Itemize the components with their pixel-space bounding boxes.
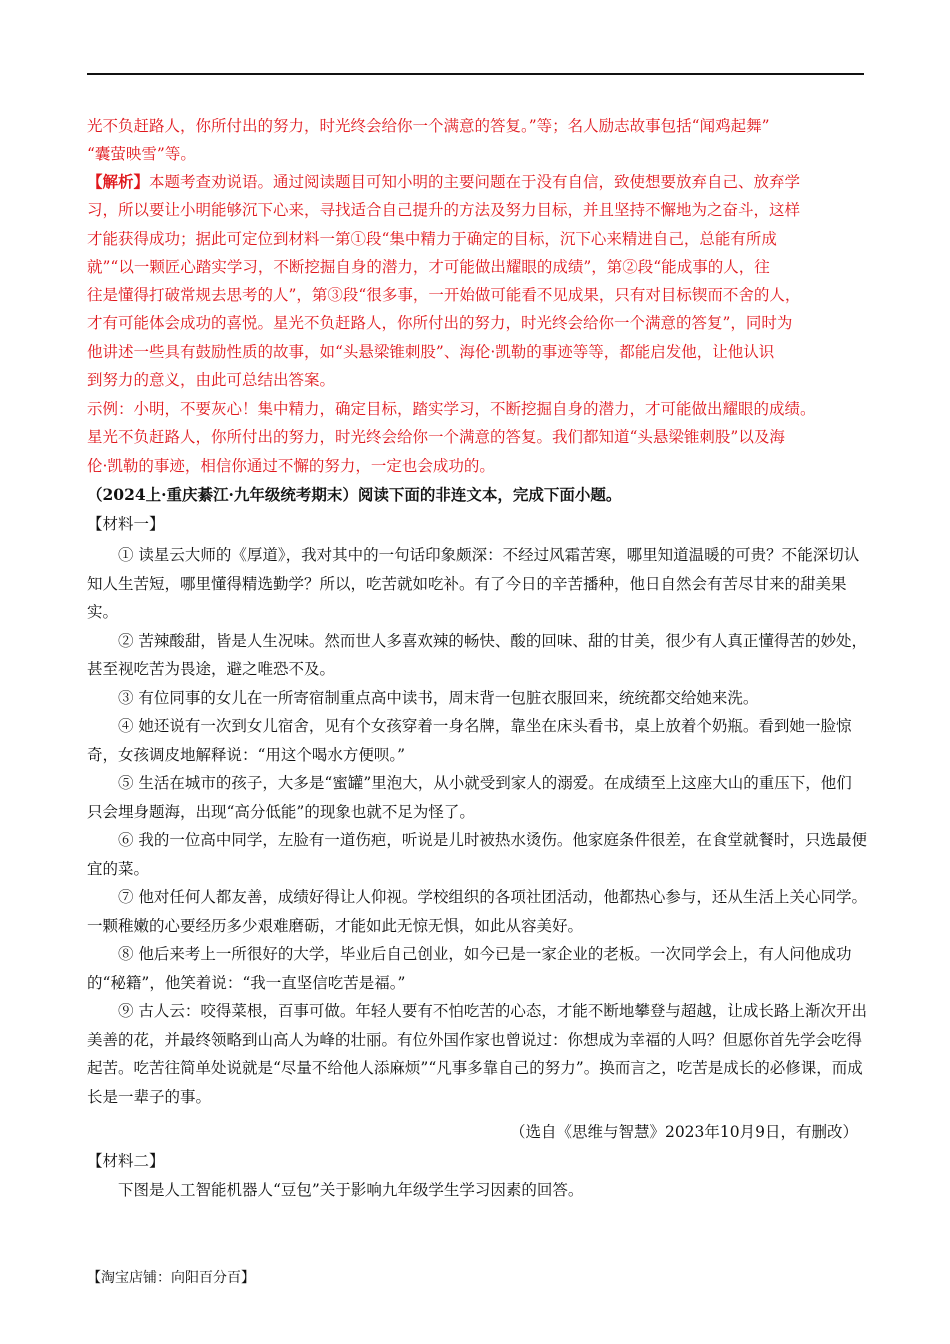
question-header: （2024上·重庆綦江·九年级统考期末）阅读下面的非连文本，完成下面小题。: [87, 485, 622, 504]
paragraph-6: ⑥ 我的一位高中同学，左脸有一道伤疤，听说是儿时被热水烫伤。他家庭条件很差，在食堂就餐时，只选最便宜的菜。: [87, 831, 867, 878]
answer-tail: [87, 112, 867, 169]
paragraph-7: ⑦ 他对任何人都友善，成绩好得让人仰视。学校组织的各项社团活动，他都热心参与，还从生活上关心同学。一颗稚嫩的心要经历多少艰难磨砺，才能如此无惊无惧，如此从容美好。: [87, 888, 867, 935]
header-rule: [87, 73, 864, 75]
material1-title: 【材料一】: [87, 515, 165, 533]
paragraph-1: ① 读星云大师的《厚道》，我对其中的一句话印象颇深：不经过风霜苦寒，哪里知道温暖的可贵？不能深切认知人生苦短，哪里懂得精选勤学？所以，吃苦就如吃补。有了今日的辛苦播种，他日自然会有苦尽甘来的甜美果实。: [87, 546, 860, 621]
example-line: 星光不负赶路人，你所付出的努力，时光终会给你一个满意的答复。我们都知道“头悬梁锥刺股”以及海: [87, 428, 785, 447]
material2-intro: 下图是人工智能机器人“豆包”关于影响九年级学生学习因素的回答。: [118, 1181, 584, 1199]
paragraph-5: ⑤ 生活在城市的孩子，大多是“蜜罐”里泡大，从小就受到家人的溺爱。在成绩至上这座大山的重压下，他们只会埋身题海，出现“高分低能”的现象也就不足为怪了。: [87, 774, 852, 821]
analysis-block: [87, 168, 867, 394]
example-line: 伦·凯勒的事迹，相信你通过不懈的努力，一定也会成功的。: [87, 456, 495, 475]
paragraph-8: ⑧ 他后来考上一所很好的大学，毕业后自己创业，如今已是一家企业的老板。一次同学会上，有人问他成功的“秘籍”，他笑着说：“我一直坚信吃苦是福。”: [87, 945, 852, 992]
analysis-line: 到努力的意义，由此可总结出答案。: [87, 371, 336, 390]
paragraph-4: ④ 她还说有一次到女儿宿舍，见有个女孩穿着一身名牌，靠坐在床头看书，桌上放着个奶瓶。看到她一脸惊奇，女孩调皮地解释说：“用这个喝水方便呗。”: [87, 717, 852, 764]
analysis-line: 习，所以要让小明能够沉下心来，寻找适合自己提升的方法及努力目标，并且坚持不懈地为之奋斗，这样: [87, 201, 801, 220]
material1-body: [87, 541, 867, 1111]
answer-line: “囊萤映雪”等。: [87, 145, 196, 164]
example-line: 示例：小明，不要灰心！集中精力，确定目标，踏实学习，不断挖掘自身的潜力，才可能做出耀眼的成绩。: [87, 400, 816, 418]
paragraph-9: ⑨ 古人云：咬得菜根，百事可做。年轻人要有不怕吃苦的心态，才能不断地攀登与超越，让成长路上渐次开出美善的花，并最终领略到山高人为峰的壮丽。有位外国作家也曾说过：你想成为幸福的人吗？但愿你首先学会吃得起苦。吃苦往简单处说就是“尽量不给他人添麻烦”“凡事多靠自己的努力”。换而言之，吃苦是成长的必修课，而成长是一辈子的事。: [87, 1002, 867, 1106]
analysis-line: 本题考查劝说语。通过阅读题目可知小明的主要问题在于没有自信，致使想要放弃自己、放弃学: [149, 173, 801, 191]
analysis-line: 才能获得成功；据此可定位到材料一第①段“集中精力于确定的目标，沉下心来精进自己，总能有所成: [87, 229, 777, 248]
material1-source: （选自《思维与智慧》2023年10月9日，有删改）: [509, 1123, 858, 1141]
analysis-label: 【解析】: [87, 172, 150, 191]
analysis-line: 他讲述一些具有鼓励性质的故事，如“头悬梁锥刺股”、海伦·凯勒的事迹等等，都能启发他，让他认识: [87, 342, 775, 361]
analysis-line: 往是懂得打破常规去思考的人”，第③段“很多事，一开始做可能看不见成果，只有对目标锲而不舍的人，: [87, 286, 801, 305]
paragraph-2: ② 苦辣酸甜，皆是人生况味。然而世人多喜欢辣的畅快、酸的回味、甜的甘美，很少有人真正懂得苦的妙处，甚至视吃苦为畏途，避之唯恐不及。: [87, 631, 867, 678]
footer-shop: 【淘宝店铺：向阳百分百】: [87, 1270, 255, 1286]
analysis-line: 就”“以一颗匠心踏实学习，不断挖掘自身的潜力，才可能做出耀眼的成绩”，第②段“能成事的人，往: [87, 257, 770, 276]
answer-line: 光不负赶路人，你所付出的努力，时光终会给你一个满意的答复。”等；名人励志故事包括“闻鸡起舞”: [87, 117, 770, 135]
paragraph-3: ③ 有位同事的女儿在一所寄宿制重点高中读书，周末背一包脏衣服回来，统统都交给她来洗。: [118, 688, 759, 707]
analysis-line: 才有可能体会成功的喜悦。星光不负赶路人，你所付出的努力，时光终会给你一个满意的答复”，同时为: [87, 314, 793, 333]
material2-title: 【材料二】: [87, 1152, 165, 1170]
example-block: [87, 395, 867, 480]
